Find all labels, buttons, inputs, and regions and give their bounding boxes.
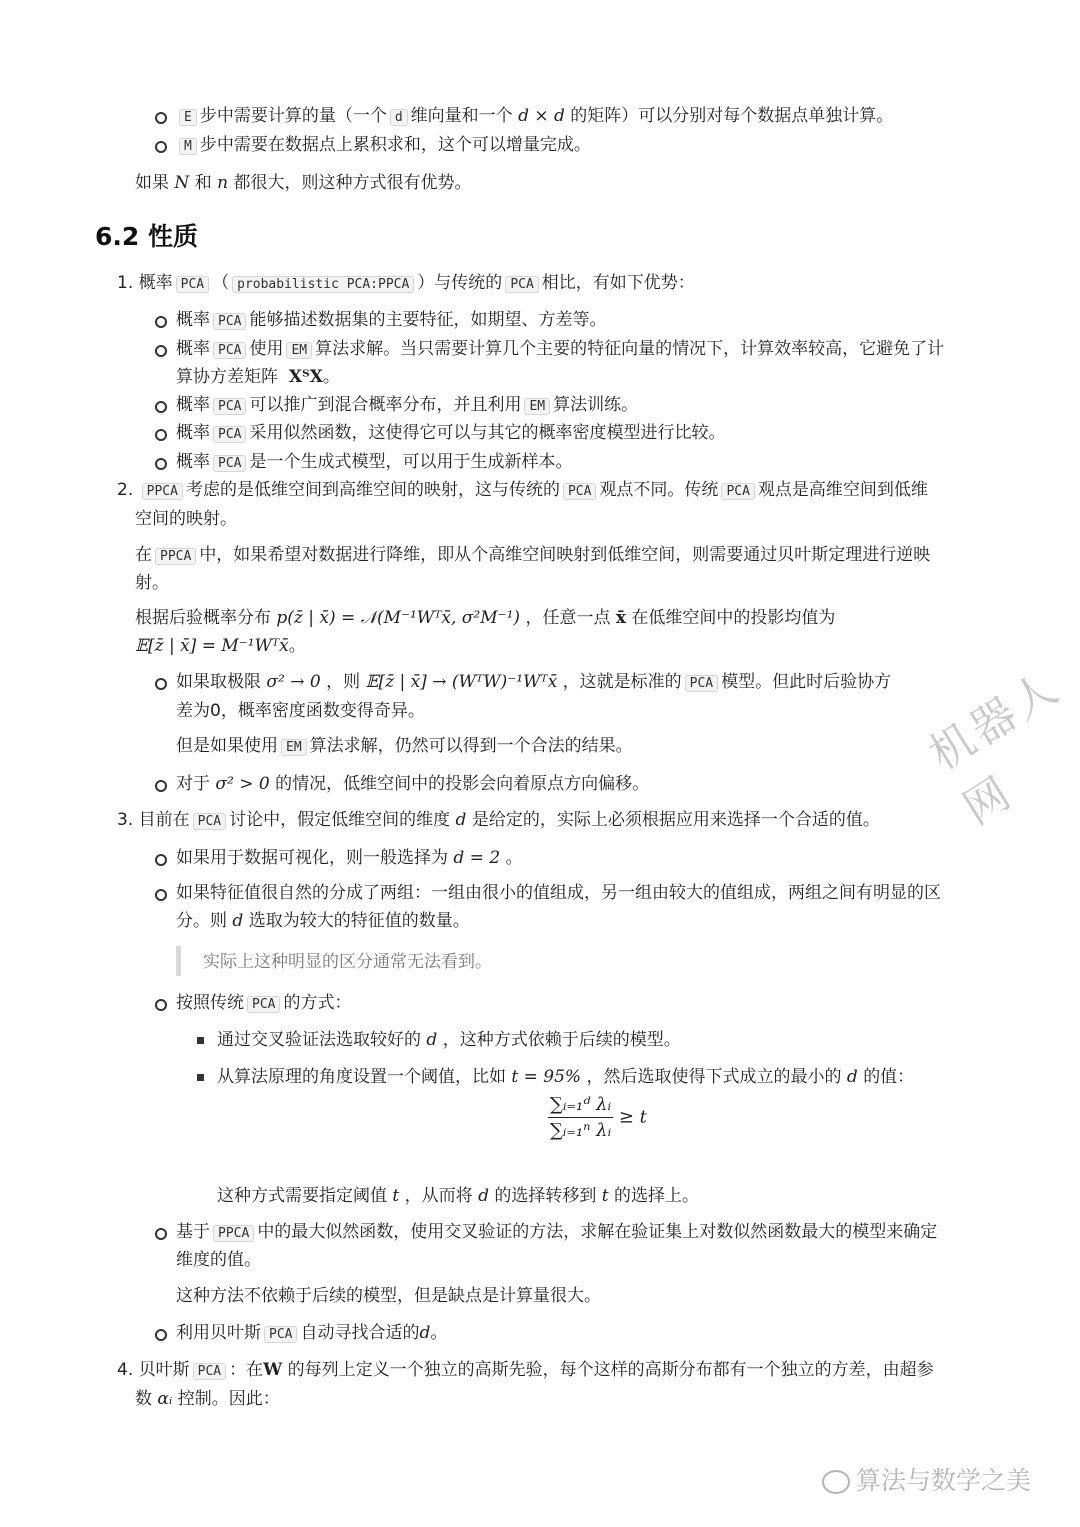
item2-para1: 在 PPCA 中，如果希望对数据进行降维，即从个高维空间映射到低维空间，则需要通过贝叶斯定理进行逆映 xyxy=(135,545,931,565)
circle-bullet-icon xyxy=(155,112,167,124)
item2-sub1-para: 但是如果使用 EM 算法求解，仍然可以得到一个合法的结果。 xyxy=(176,736,633,756)
item1-sub2-cont: 算协方差矩阵 XᵀX。 xyxy=(176,367,340,387)
circle-bullet-icon xyxy=(155,141,167,153)
item1-sub3: 概率 PCA 可以推广到混合概率分布，并且利用 EM 算法训练。 xyxy=(176,395,639,415)
item3-sub1: 如果用于数据可视化，则一般选择为 d = 2 。 xyxy=(176,848,523,868)
wechat-icon xyxy=(822,1470,850,1494)
item2-sub1-cont: 差为0，概率密度函数变得奇异。 xyxy=(176,701,425,721)
list-item-3: 3. 目前在 PCA 讨论中，假定低维空间的维度 d 是给定的，实际上必须根据应用来选择一个合适的值。 xyxy=(117,810,880,830)
circle-bullet-icon xyxy=(155,999,167,1011)
list-item-4: 4. 贝叶斯 PCA ：在W 的每列上定义一个独立的高斯先验，每个这样的高斯分布都有一个独立的方差，由超参 xyxy=(117,1360,934,1380)
circle-bullet-icon xyxy=(155,429,167,441)
section-heading: 6.2 性质 xyxy=(95,222,198,251)
item3-sub4-para: 这种方法不依赖于后续的模型，但是缺点是计算量很大。 xyxy=(176,1286,601,1306)
item2-para2: 根据后验概率分布 p(z̄ | x̄) = 𝒩(M⁻¹Wᵀx̄, σ²M⁻¹) ，任意一点 x̄ 在低维空间中的投影均值为 xyxy=(135,608,836,628)
list-item-2: 2. PPCA 考虑的是低维空间到高维空间的映射，这与传统的 PCA 观点不同。传统 PCA 观点是高维空间到低维 xyxy=(117,480,928,500)
item3-sub2: 如果特征值很自然的分成了两组：一组由很小的值组成，另一组由较大的值组成，两组之间有明显的区 xyxy=(176,883,941,903)
item2-sub1: 如果取极限 σ² → 0 ，则 𝔼[z̄ | x̄] → (WᵀW)⁻¹Wᵀx̄ ，这就是标准的 PCA 模型。但此时后验协方 xyxy=(176,672,892,692)
item2-sub2: 对于 σ² > 0 的情况，低维空间中的投影会向着原点方向偏移。 xyxy=(176,774,650,794)
circle-bullet-icon xyxy=(155,1329,167,1341)
watermark-robot: 机器人网 xyxy=(920,661,1070,835)
square-bullet-icon xyxy=(197,1074,204,1081)
list-item-4-cont: 数 αᵢ 控制。因此： xyxy=(135,1389,280,1409)
bullet-m-step: M 步中需要在数据点上累积求和，这个可以增量完成。 xyxy=(176,133,591,159)
list-item-1: 1. 概率 PCA （ probabilistic PCA:PPCA ）与传统的 PCA 相比，有如下优势： xyxy=(117,273,695,293)
item3-sub2-cont: 分。则 d 选取为较大的特征值的数量。 xyxy=(176,911,470,931)
item1-sub4: 概率 PCA 采用似然函数，这使得它可以与其它的概率密度模型进行比较。 xyxy=(176,423,726,443)
item3-sub3-b: 从算法原理的角度设置一个阈值，比如 t = 95% ，然后选取使得下式成立的最小的 d 的值： xyxy=(217,1067,915,1087)
item1-sub2: 概率 PCA 使用 EM 算法求解。当只需要计算几个主要的特征向量的情况下，计算效率较高，它避免了计 xyxy=(176,339,945,359)
code-m: M xyxy=(179,138,197,155)
code-d: d xyxy=(390,109,408,126)
circle-bullet-icon xyxy=(155,854,167,866)
item3-sub3-a: 通过交叉验证法选取较好的 d ，这种方式依赖于后续的模型。 xyxy=(217,1030,681,1050)
blockquote-bar xyxy=(176,946,181,976)
blockquote-text: 实际上这种明显的区分通常无法看到。 xyxy=(203,952,492,972)
circle-bullet-icon xyxy=(155,458,167,470)
paragraph-advantage: 如果 N 和 n 都很大，则这种方式很有优势。 xyxy=(135,173,472,193)
watermark-wechat: 算法与数学之美 xyxy=(822,1461,1031,1497)
square-bullet-icon xyxy=(197,1037,204,1044)
bullet-e-step: E 步中需要计算的量（一个 d 维向量和一个 d × d 的矩阵）可以分别对每个数据点单独计算。 xyxy=(176,104,893,130)
circle-bullet-icon xyxy=(155,401,167,413)
circle-bullet-icon xyxy=(155,889,167,901)
item1-sub5: 概率 PCA 是一个生成式模型，可以用于生成新样本。 xyxy=(176,452,573,472)
code-e: E xyxy=(179,109,197,126)
item3-sub3-b-cont: 这种方式需要指定阈值 t ，从而将 d 的选择转移到 t 的选择上。 xyxy=(217,1186,700,1206)
circle-bullet-icon xyxy=(155,678,167,690)
item2-para2-cont: 𝔼[z̄ | x̄] = M⁻¹Wᵀx̄。 xyxy=(135,636,306,656)
circle-bullet-icon xyxy=(155,780,167,792)
item3-sub5: 利用贝叶斯 PCA 自动寻找合适的d。 xyxy=(176,1323,448,1343)
item1-sub1: 概率 PCA 能够描述数据集的主要特征，如期望、方差等。 xyxy=(176,310,607,330)
circle-bullet-icon xyxy=(155,1228,167,1240)
item2-para1-cont: 射。 xyxy=(135,573,169,593)
circle-bullet-icon xyxy=(155,316,167,328)
circle-bullet-icon xyxy=(155,345,167,357)
threshold-formula: $\frac{\text{∑ᵢ₌₁ᵈ λᵢ}}{\text{∑ᵢ₌₁ⁿ λᵢ}}$ ≥ t xyxy=(549,1094,647,1141)
item3-sub4-cont: 维度的值。 xyxy=(176,1250,261,1270)
item3-sub4: 基于 PPCA 中的最大似然函数，使用交叉验证的方法，求解在验证集上对数似然函数最大的模型来确定 xyxy=(176,1222,938,1242)
list-item-2-cont: 空间的映射。 xyxy=(135,509,237,529)
item3-sub3: 按照传统 PCA 的方式： xyxy=(176,993,352,1013)
